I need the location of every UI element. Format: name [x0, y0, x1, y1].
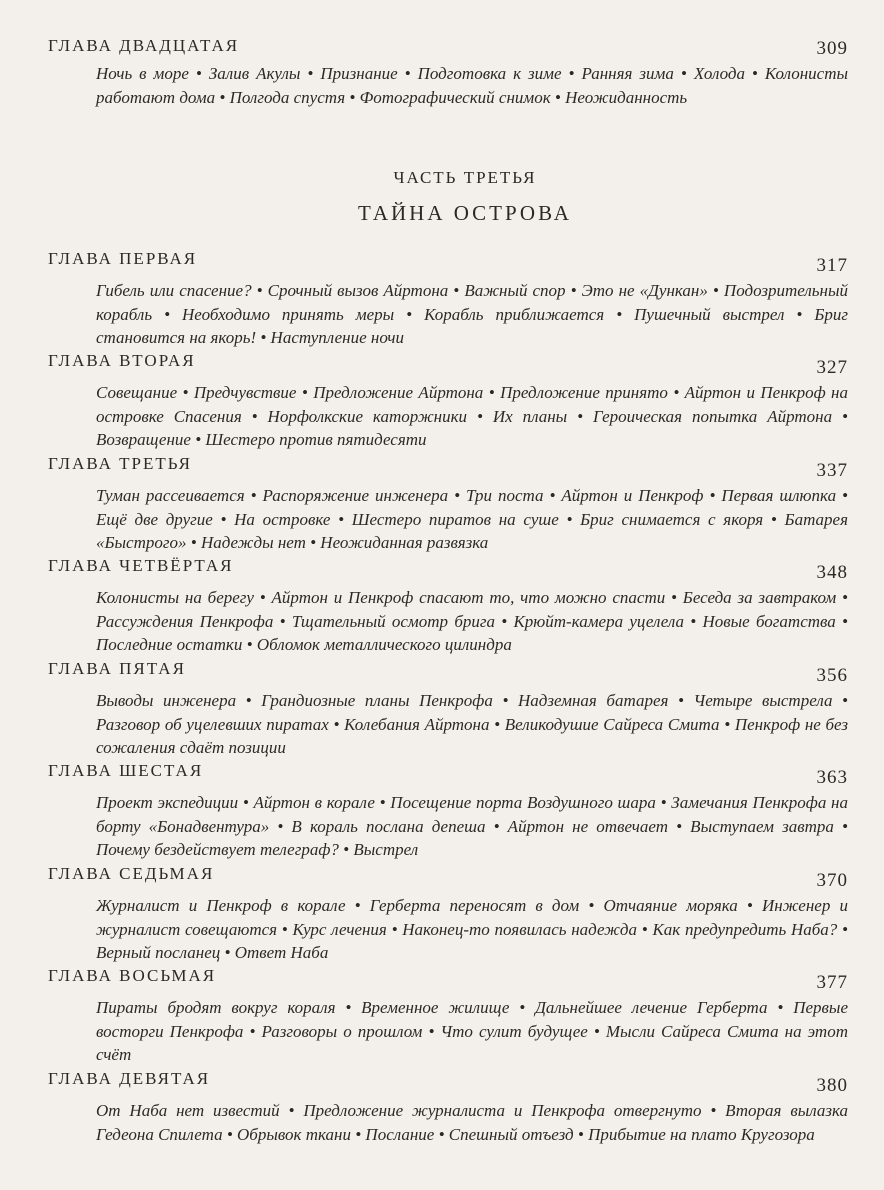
chapter-page-number: 309: [816, 38, 848, 59]
toc-entry: [48, 249, 848, 350]
chapter-title: ГЛАВА ВТОРАЯ: [48, 351, 196, 370]
toc-entry: [48, 351, 848, 452]
part-title: ТАЙНА ОСТРОВА: [358, 201, 572, 225]
toc-entry: [48, 1069, 848, 1146]
chapter-heading-row: [48, 659, 848, 686]
chapter-page-number: 327: [816, 357, 848, 378]
chapter-heading-row: [48, 556, 848, 583]
chapter-summary: Совещание • Предчувствие • Предложение Айртона • Предложение принято • Айртон и Пенкроф на островке Спасения • Норфолкские каторжники • Их планы • Героическая попытка Айртона • Возвращение • Шестеро против пятидесяти: [96, 383, 848, 449]
toc-entry: [48, 761, 848, 862]
chapter-page-number: 370: [816, 870, 848, 891]
chapter-heading-row: [48, 864, 848, 891]
chapter-heading-row: [48, 1069, 848, 1096]
chapter-title: ГЛАВА ДЕВЯТАЯ: [48, 1069, 211, 1088]
chapter-page-number: 377: [816, 972, 848, 993]
chapter-title: ГЛАВА ТРЕТЬЯ: [48, 454, 192, 473]
toc-entry: [48, 966, 848, 1067]
chapter-title: ГЛАВА ЧЕТВЁРТАЯ: [48, 556, 234, 575]
chapter-title: ГЛАВА ВОСЬМАЯ: [48, 966, 217, 985]
chapter-title: ГЛАВА ДВАДЦАТАЯ: [48, 36, 240, 55]
chapter-page-number: 317: [816, 255, 848, 276]
toc-entry: [48, 556, 848, 657]
chapter-title: ГЛАВА СЕДЬМАЯ: [48, 864, 215, 883]
toc-entry: [48, 659, 848, 760]
chapter-summary: Выводы инженера • Грандиозные планы Пенкрофа • Надземная батарея • Четыре выстрела • Разговор об уцелевших пиратах • Колебания Айртона • Великодушие Сайреса Смита • Пенкроф не без сожаления сдаёт позиции: [96, 691, 848, 757]
chapter-summary: Туман рассеивается • Распоряжение инженера • Три поста • Айртон и Пенкроф • Первая шлюпка • Ещё две другие • На островке • Шестеро пиратов на суше • Бриг снимается с якоря • Батарея «Быстрого» • Надежды нет • Неожиданная развязка: [96, 486, 848, 552]
chapter-page-number: 337: [816, 460, 848, 481]
chapter-summary: Ночь в море • Залив Акулы • Признание • Подготовка к зиме • Ранняя зима • Холода • Колонисты работают дома • Полгода спустя • Фотографический снимок • Неожиданность: [96, 64, 848, 107]
toc-entry: [48, 864, 848, 965]
chapter-summary: Проект экспедиции • Айртон в корале • Посещение порта Воздушного шара • Замечания Пенкрофа на борту «Бонадвентура» • В кораль послана депеша • Айртон не отвечает • Выступаем завтра • Почему бездействует телеграф? • Выстрел: [96, 793, 848, 859]
chapter-summary: Журналист и Пенкроф в корале • Герберта переносят в дом • Отчаяние моряка • Инженер и журналист совещаются • Курс лечения • Наконец-то появилась надежда • Как предупредить Наба? • Верный посланец • Ответ Наба: [96, 896, 848, 962]
chapter-heading-row: [48, 454, 848, 481]
chapter-page-number: 380: [816, 1075, 848, 1096]
chapter-title: ГЛАВА ШЕСТАЯ: [48, 761, 204, 780]
chapter-heading-row: [48, 36, 848, 60]
chapter-summary: Пираты бродят вокруг кораля • Временное жилище • Дальнейшее лечение Герберта • Первые восторги Пенкрофа • Разговоры о прошлом • Что сулит будущее • Мысли Сайреса Смита на этот счёт: [96, 998, 848, 1064]
chapter-title: ГЛАВА ПЕРВАЯ: [48, 249, 198, 268]
chapter-page-number: 356: [816, 665, 848, 686]
chapter-summary: Колонисты на берегу • Айртон и Пенкроф спасают то, что можно спасти • Беседа за завтраком • Рассуждения Пенкрофа • Тщательный осмотр брига • Крюйт-камера уцелела • Новые богатства • Последние остатки • Обломок металлического цилиндра: [96, 588, 848, 654]
chapter-page-number: 348: [816, 562, 848, 583]
chapter-title: ГЛАВА ПЯТАЯ: [48, 659, 186, 678]
toc-entry: [48, 454, 848, 555]
chapter-page-number: 363: [816, 767, 848, 788]
chapter-summary: Гибель или спасение? • Срочный вызов Айртона • Важный спор • Это не «Дункан» • Подозрительный корабль • Необходимо принять меры • Корабль приближается • Пушечный выстрел • Бриг становится на якорь! • Наступление ночи: [96, 281, 848, 347]
chapter-heading-row: [48, 966, 848, 993]
chapter-heading-row: [48, 249, 848, 276]
part-label: ЧАСТЬ ТРЕТЬЯ: [393, 168, 537, 187]
chapter-heading-row: [48, 761, 848, 788]
chapter-heading-row: [48, 351, 848, 378]
toc-entry: [48, 36, 848, 109]
chapter-summary: От Наба нет известий • Предложение журналиста и Пенкрофа отвергнуто • Вторая вылазка Гедеона Спилета • Обрывок ткани • Послание • Спешный отъезд • Прибытие на плато Кругозора: [96, 1101, 848, 1144]
